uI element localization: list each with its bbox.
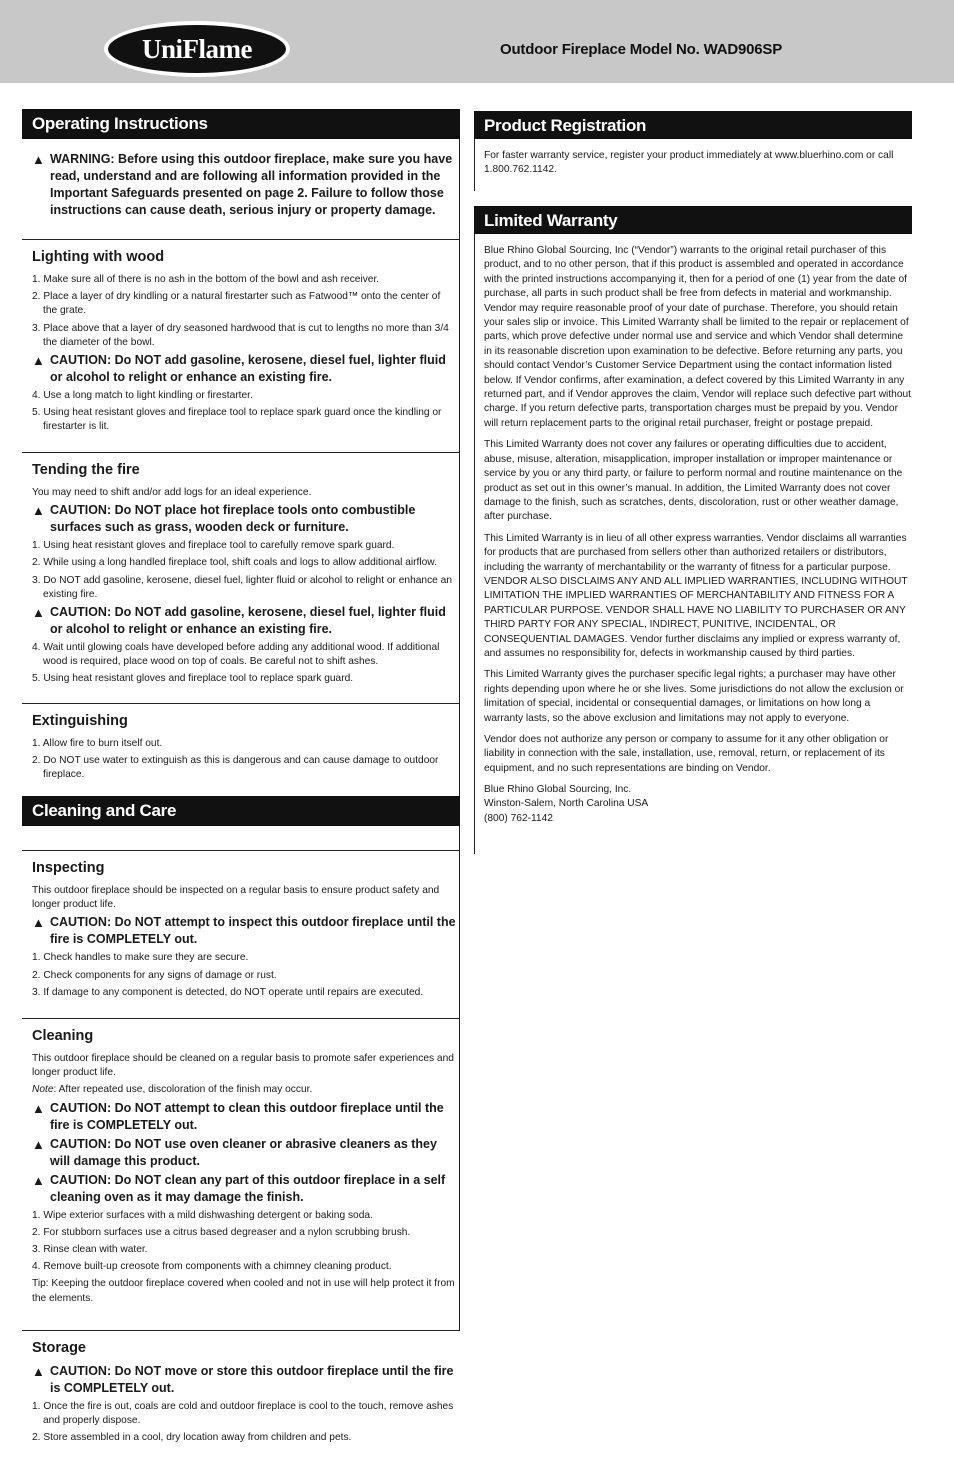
left-column: [22, 109, 460, 1451]
tending-heading: Tending the fire: [32, 462, 140, 478]
vendor-address-line: Blue Rhino Global Sourcing, Inc.: [484, 784, 632, 796]
operating-warning: ▲ WARNING: Before using this outdoor fireplace, make sure you have read, understand and are following all information provided in the Important Safeguards presented on page 2. Failure to follow those instructions can cause death, serious injury or property damage.: [32, 152, 453, 217]
list-item: 1. Check handles to make sure they are secure.: [32, 952, 249, 964]
vendor-address-line: (800) 762-1142: [484, 812, 553, 824]
tending-intro: You may need to shift and/or add logs for an ideal experience.: [32, 487, 312, 498]
page-header: [0, 0, 954, 83]
warranty-paragraph: This Limited Warranty does not cover any failures or operating difficulties due to accident, abuse, misuse, alteration, misapplication, improper installation or improper maintenance or service by you or any third party, or failure to perform normal and routine maintenance on the product as set out in this owner’s manual. In addition, the Limited Warranty does not cover damage to the finish, such as scratches, dents, discoloration, rust or other weather damage, after purchase.: [484, 439, 903, 523]
list-item: 4. Use a long match to light kindling or firestarter.: [32, 390, 253, 402]
warning-triangle-icon: ▲: [32, 915, 45, 931]
storage-section: [22, 1331, 460, 1451]
list-item: 4. Remove built-up creosote from components with a chimney cleaning product.: [32, 1261, 392, 1273]
lighting-caution: ▲ CAUTION: Do NOT add gasoline, kerosene, diesel fuel, lighter fluid or alcohol to relight or enhance an existing fire.: [32, 353, 446, 385]
storage-heading: Storage: [32, 1340, 86, 1356]
extinguishing-heading: Extinguishing: [32, 713, 128, 729]
operating-instructions-heading: Operating Instructions: [22, 109, 460, 139]
list-item: 2. While using a long handled fireplace tool, shift coals and logs to allow additional airflow.: [32, 557, 437, 569]
warranty-paragraph: Vendor does not authorize any person or company to assume for it any other obligation or liability in connection with the sale, installation, use, removal, return, or replacement of its equipment, and no such representations are binding on Vendor.: [484, 734, 889, 774]
list-item: 1. Once the fire is out, coals are cold and outdoor fireplace is cool to the touch, remove ashes and properly dispose.: [32, 1401, 454, 1427]
cleaning-caution-3: ▲ CAUTION: Do NOT clean any part of this outdoor fireplace in a self cleaning oven as it may damage the finish.: [32, 1172, 446, 1204]
warning-triangle-icon: ▲: [32, 503, 45, 519]
cleaning-heading: Cleaning: [32, 1028, 94, 1044]
list-item: 2. Check components for any signs of damage or rust.: [32, 969, 277, 981]
list-item: 2. Do NOT use water to extinguish as this is dangerous and can cause damage to outdoor fireplace.: [32, 755, 439, 781]
storage-caution: ▲ CAUTION: Do NOT move or store this outdoor fireplace until the fire is COMPLETELY out.: [32, 1364, 454, 1395]
tending-caution-2: ▲ CAUTION: Do NOT add gasoline, kerosene, diesel fuel, lighter fluid or alcohol to relight or enhance an existing fire.: [32, 605, 446, 637]
cleaning-and-care-heading: Cleaning and Care: [22, 796, 460, 826]
list-item: 1. Allow fire to burn itself out.: [32, 738, 163, 749]
registration-section: [474, 139, 912, 191]
cleaning-tip: Tip: Keeping the outdoor fireplace covered when cooled and not in use will help protect it from the elements.: [32, 1278, 455, 1304]
cleaning-spacer: [22, 826, 460, 851]
cleaning-caution-2: ▲ CAUTION: Do NOT use oven cleaner or abrasive cleaners as they will damage this product.: [32, 1136, 437, 1168]
warranty-paragraph: This Limited Warranty is in lieu of all other express warranties. Vendor disclaims all warranties for products that are purchased from sellers other than authorized retailers or distributors, including the warranty of merchantability or the warranty of fitness for a particular purpose. VENDOR ALSO DISCLAIMS ANY AND ALL IMPLIED WARRANTIES, INCLUDING WITHOUT LIMITATION THE IMPLIED WARRANTIES OF MERCHANTABILITY AND FITNESS FOR A PARTICULAR PURPOSE. VENDOR SHALL HAVE NO LIABILITY TO PURCHASER OR ANY THIRD PARTY FOR ANY SPECIAL, INDIRECT, PUNITIVE, INCIDENTAL, OR CONSEQUENTIAL DAMAGES. Vendor further disclaims any implied or express warranty of, and assumes no responsibility for, defects in workmanship caused by third parties.: [484, 532, 908, 659]
inspecting-caution: ▲ CAUTION: Do NOT attempt to inspect this outdoor fireplace until the fire is COMPLETELY out.: [32, 915, 456, 947]
list-item: 3. Rinse clean with water.: [32, 1244, 148, 1256]
list-item: 4. Wait until glowing coals have developed before adding any additional wood. If additional wood is required, place wood on top of coals. Be careful not to shift ashes.: [32, 642, 440, 668]
list-item: 2. For stubborn surfaces use a citrus based degreaser and a nylon scrubbing brush.: [32, 1226, 411, 1238]
right-column: [474, 111, 912, 854]
list-item: 1. Using heat resistant gloves and fireplace tool to carefully remove spark guard.: [32, 540, 395, 552]
model-number: Outdoor Fireplace Model No. WAD906SP: [500, 41, 783, 58]
cleaning-note: Note: After repeated use, discoloration of the finish may occur.: [32, 1084, 313, 1096]
list-item: 1. Wipe exterior surfaces with a mild dishwashing detergent or baking soda.: [32, 1209, 373, 1221]
list-item: 5. Using heat resistant gloves and fireplace tool to replace spark guard once the kindling or firestarter is lit.: [32, 407, 442, 433]
limited-warranty-heading: Limited Warranty: [474, 206, 912, 234]
list-item: 2. Place a layer of dry kindling or a natural firestarter such as Fatwood™ onto the center of the grate.: [32, 291, 441, 317]
inspecting-section: [22, 851, 460, 1019]
warning-triangle-icon: ▲: [32, 1364, 45, 1379]
warning-triangle-icon: ▲: [32, 605, 45, 621]
warranty-paragraph: Blue Rhino Global Sourcing, Inc (“Vendor”) warrants to the original retail purchaser of this product, and to no other person, that if this product is assembled and operated in accordance with the printed instructions accompanying it, then for a period of one (1) year from the date of purchase, all parts in such product shall be free from defects in material and workmanship. Vendor may require reasonable proof of your date of purchase. Therefore, you should retain your sales slip or invoice. This Limited Warranty shall be limited to the repair or replacement of parts, which prove defective under normal use and service and which Vendor shall determine in its reasonable discretion upon examination to be defective. Before returning any parts, you should contact Vendor’s Customer Service Department using the contact information listed below. If Vendor confirms, after examination, a defect covered by this Limited Warranty in any returned part, and if Vendor approves the claim, Vendor will replace such defective part without charge. If you return defective parts, transportation charges must be prepaid by you. Vendor will return replacement parts to the original retail purchaser, freight or postage prepaid.: [484, 245, 911, 429]
uniflame-logo: [104, 21, 290, 77]
warning-triangle-icon: ▲: [32, 1136, 45, 1152]
vendor-address-line: Winston-Salem, North Carolina USA: [484, 798, 649, 810]
list-item: 2. Store assembled in a cool, dry location away from children and pets.: [32, 1432, 352, 1444]
registration-text: For faster warranty service, register your product immediately at www.bluerhino.com or call 1.800.762.1142.: [484, 150, 894, 176]
list-item: 3. If damage to any component is detected, do NOT operate until repairs are executed.: [32, 986, 424, 998]
tending-caution-1: ▲ CAUTION: Do NOT place hot fireplace tools onto combustible surfaces such as grass, wooden deck or furniture.: [32, 503, 416, 535]
extinguishing-section: [22, 704, 460, 796]
list-item: 3. Do NOT add gasoline, kerosene, diesel fuel, lighter fluid or alcohol to relight or enhance an existing fire.: [32, 574, 453, 600]
warning-triangle-icon: ▲: [32, 1172, 45, 1188]
warranty-section: [474, 234, 912, 854]
warning-triangle-icon: ▲: [32, 152, 45, 167]
logo-text: UniFlame: [108, 25, 286, 73]
list-item: 5. Using heat resistant gloves and fireplace tool to replace spark guard.: [32, 673, 354, 685]
cleaning-intro: This outdoor fireplace should be cleaned on a regular basis to promote safer experiences and longer product life.: [32, 1053, 454, 1079]
list-item: 3. Place above that a layer of dry seasoned hardwood that is cut to lengths no more than 3/4 the diameter of the bowl.: [32, 322, 449, 348]
warranty-paragraph: This Limited Warranty gives the purchaser specific legal rights; a purchaser may have other rights depending upon where he or she lives. Some jurisdictions do not allow the exclusion or limitation of special, incidental or consequential damages, or limitations on how long a warranty lasts, so the above exclusion and limitations may not apply to everyone.: [484, 669, 904, 724]
list-item: 1. Make sure all of there is no ash in the bottom of the bowl and ash receiver.: [32, 274, 380, 285]
warning-triangle-icon: ▲: [32, 353, 45, 369]
lighting-section: [22, 240, 460, 453]
cleaning-section: [22, 1019, 460, 1331]
tending-section: [22, 453, 460, 704]
warning-triangle-icon: ▲: [32, 1100, 45, 1116]
operating-warning-section: [22, 139, 460, 240]
inspecting-intro: This outdoor fireplace should be inspected on a regular basis to ensure product safety and longer product life.: [32, 885, 440, 911]
lighting-heading: Lighting with wood: [32, 249, 165, 265]
product-registration-heading: Product Registration: [474, 111, 912, 139]
cleaning-caution-1: ▲ CAUTION: Do NOT attempt to clean this outdoor fireplace until the fire is COMPLETELY out.: [32, 1100, 444, 1132]
inspecting-heading: Inspecting: [32, 860, 105, 876]
